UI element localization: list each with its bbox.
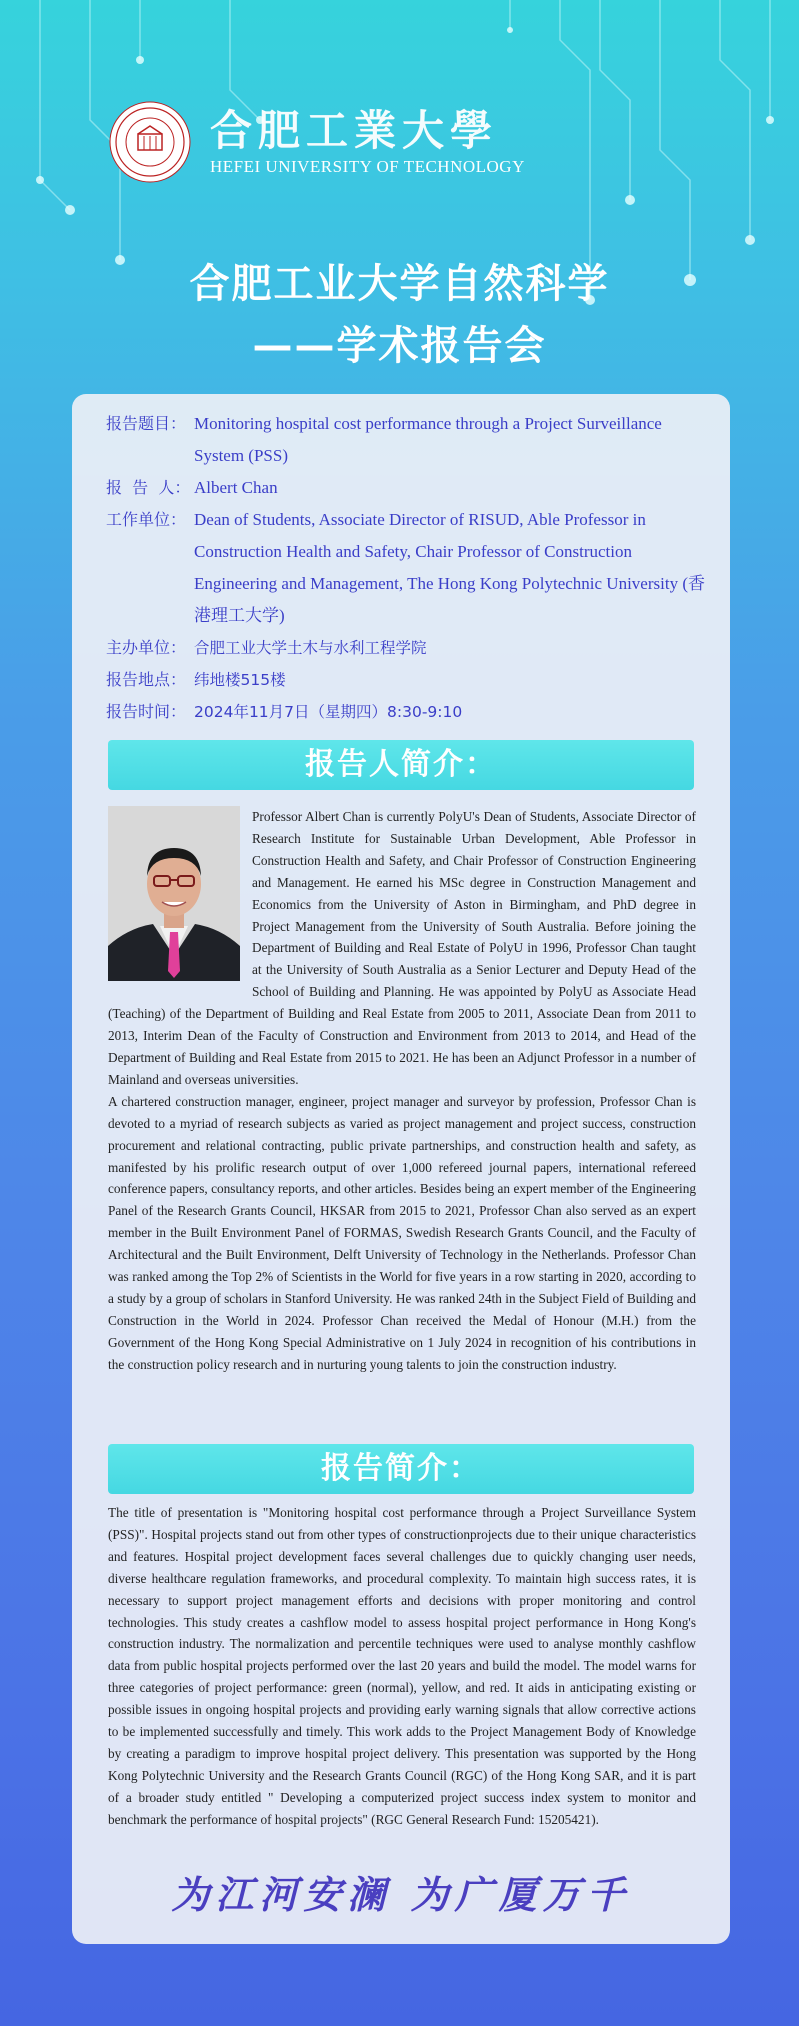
info-row-affiliation: [106, 504, 706, 632]
speaker-bio: [108, 806, 696, 1376]
info-label: 主办单位：: [106, 638, 187, 657]
info-row-organizer: [106, 632, 706, 664]
abstract-paragraph: The title of presentation is "Monitoring hospital cost performance through a Project Surveillance System (PSS)". Hospital projects stand out from other types of constructionprojects due to their unique characteristics and features. Hospital project development faces several challenges due to quickly changing user needs, diverse healthcare regulation frameworks, and procedural complexity. To maintain high success rates, it is necessary to support project management efforts and decisions with proper monitoring and control technologies. This study creates a cashflow model to assess hospital project performance in Hong Kong's construction industry. The normalization and percentile techniques were used to analyse monthly cashflow data from public hospital projects performed over the last 20 years and build the model. The model warns for three categories of project performance: green (normal), yellow, and red. It aids in anticipating existing or possible issues in ongoing hospital projects and providing early warning signals that allow corrective actions to be implemented successfully and timely. This work adds to the Project Management Body of Knowledge by creating a paradigm to improve hospital project delivery. This presentation was supported by the Hong Kong Polytechnic University and the Research Grants Council (RGC) of the Hong Kong SAR, and it is part of a broader study entitled " Developing a computerized project success index system to monitor and benchmark the performance of hospital projects" (RGC General Research Fund: 15205421).: [108, 1505, 696, 1827]
report-intro-heading: 报告简介：: [108, 1444, 694, 1494]
university-logo: [108, 100, 525, 184]
info-label: 报告题目：: [106, 414, 187, 433]
info-row-location: [106, 664, 706, 696]
info-value: Dean of Students, Associate Director of RISUD, Able Professor in Construction Health and Safety, Chair Professor of Construction Engineering and Management, The Hong Kong Polytechnic University (香港理工大学): [194, 510, 705, 625]
content-card: [72, 394, 730, 1944]
university-seal-icon: [108, 100, 192, 184]
info-row-speaker: [106, 472, 706, 504]
page-title-line2: ——学术报告会: [252, 323, 547, 369]
speaker-photo: [108, 806, 240, 981]
report-abstract: [108, 1502, 696, 1831]
info-value: 合肥工业大学土木与水利工程学院: [194, 639, 427, 657]
university-name-cn: 合肥工業大學: [210, 106, 499, 155]
slogan: 为江河安澜 为广厦万千: [171, 1872, 631, 1917]
bio-paragraph: Professor Albert Chan is currently PolyU's Dean of Students, Associate Director of Research Institute for Sustainable Urban Development, Able Professor in Construction Health and Safety, and Chair Professor of Construction Engineering and Management. He earned his MSc degree in Construction Management and Economics from the University of Aston in Birmingham, and PhD degree in Project Management from the University of South Australia. Before joining the Department of Building and Real Estate of PolyU in 1996, Professor Chan taught at the University of South Australia as a Senior Lecturer and Deputy Head of the School of Building and Planning. He was appointed by PolyU as Associate Head (Teaching) of the Department of Building and Real Estate from 2005 to 2011, Associate Dean from 2011 to 2013, Interim Dean of the Faculty of Construction and Environment from 2013 to 2014, and Head of the Department of Building and Real Estate from 2015 to 2021. He has been an Adjunct Professor in a number of Mainland and overseas universities.: [108, 809, 696, 1087]
bio-paragraph: A chartered construction manager, engineer, project manager and surveyor by profession, Professor Chan is devoted to a myriad of research subjects as varied as project management and project success, construction procurement and relational contracting, public private partnerships, and construction health and safety, as manifested by his prolific research output of over 1,000 refereed journal papers, international refereed conference papers, consultancy reports, and other articles. Besides being an expert member of the Engineering Panel of the Research Grants Council, HKSAR from 2015 to 2021, Professor Chan also served as an expert member in the Built Environment Panel of FORMAS, Swedish Research Grants Council, and the Faculty of Architectural and the Built Environment, Delft University of Technology in the Netherlands. Professor Chan was ranked among the Top 2% of Scientists in the World for five years in a row starting in 2020, according to a study by a group of scholars in Stanford University. He was ranked 24th in the Subject Field of Building and Construction in the World in 2024. Professor Chan received the Medal of Honour (M.H.) from the Government of the Hong Kong Special Administrative on 1 July 2024 in recognition of his contributions in the construction policy research and in nurturing young talents to join the construction industry.: [108, 1093, 696, 1372]
speaker-intro-heading: 报告人简介：: [108, 740, 694, 790]
university-name-en: HEFEI UNIVERSITY OF TECHNOLOGY: [210, 157, 525, 176]
info-value: Albert Chan: [194, 478, 278, 497]
info-list: [106, 408, 706, 728]
info-value: 纬地楼515楼: [194, 671, 286, 689]
info-value: Monitoring hospital cost performance through a Project Surveillance System (PSS): [194, 414, 662, 465]
info-value: 2024年11月7日（星期四）8:30-9:10: [194, 703, 463, 721]
page-title-line1: 合肥工业大学自然科学: [189, 261, 610, 307]
info-row-time: [106, 696, 706, 728]
info-label: 工作单位：: [106, 510, 187, 529]
info-label: 报 告 人：: [106, 478, 191, 497]
info-label: 报告时间：: [106, 702, 187, 721]
info-label: 报告地点：: [106, 670, 187, 689]
info-row-topic: [106, 408, 706, 472]
